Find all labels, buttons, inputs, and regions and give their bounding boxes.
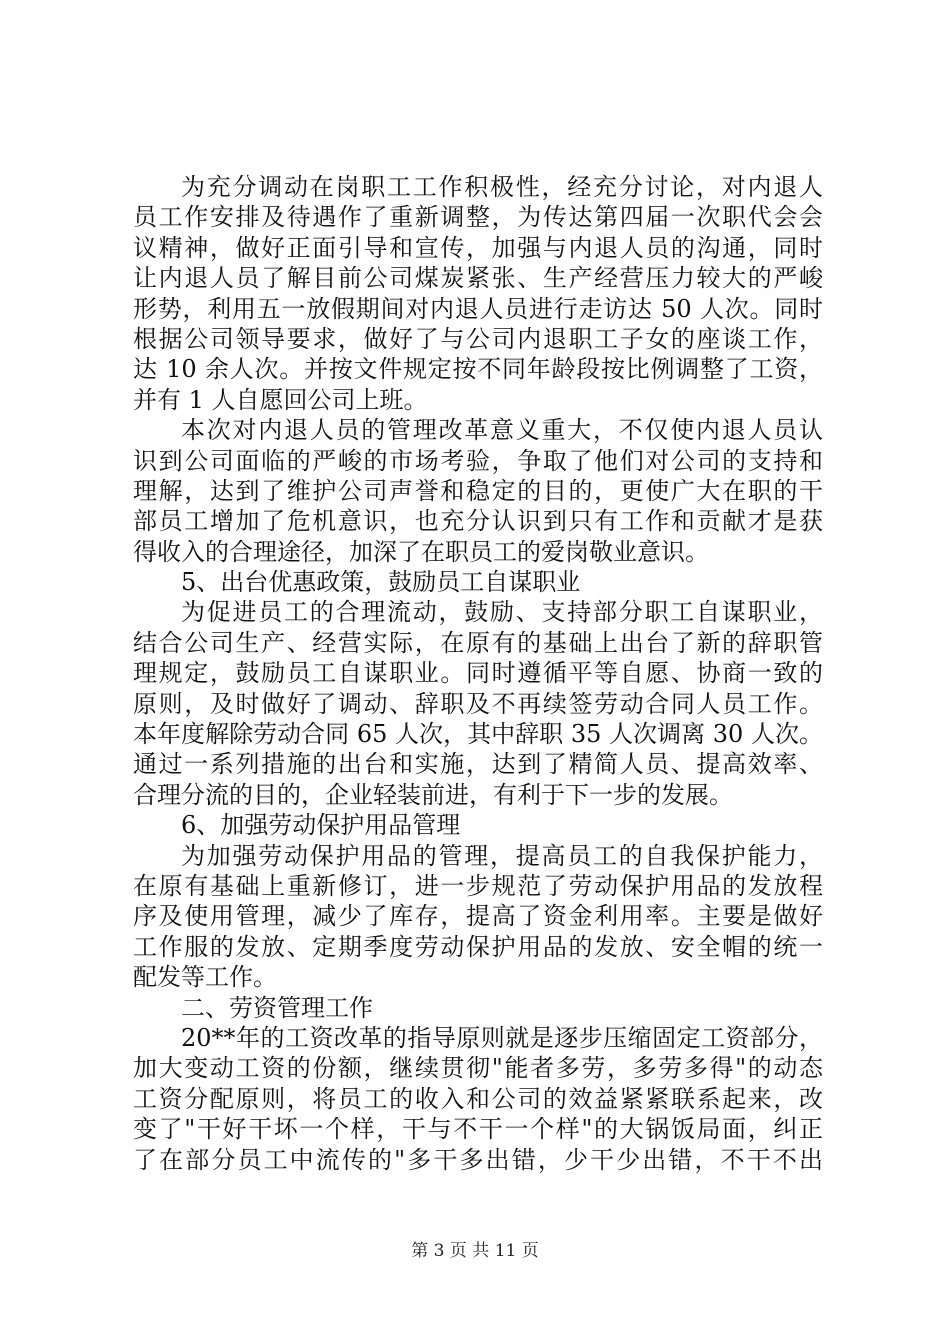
text-line: 达 10 余人次。并按文件规定按不同年龄段按比例调整了工资， bbox=[133, 355, 823, 384]
text-line: 议精神，做好正面引导和宣传，加强与内退人员的沟通，同时 bbox=[133, 233, 823, 262]
text-line: 20**年的工资改革的指导原则就是逐步压缩固定工资部分， bbox=[181, 1023, 823, 1052]
page-footer: 第 3 页 共 11 页 bbox=[411, 1241, 539, 1261]
text-line: 序及使用管理，减少了库存，提高了资金利用率。主要是做好 bbox=[133, 902, 823, 931]
text-line: 本年度解除劳动合同 65 人次，其中辞职 35 人次调离 30 人次。 bbox=[133, 720, 823, 749]
text-line: 得收入的合理途径，加深了在职员工的爱岗敬业意识。 bbox=[133, 537, 709, 566]
text-line: 理解，达到了维护公司声誉和稳定的目的，更使广大在职的干 bbox=[133, 476, 823, 505]
text-line: 让内退人员了解目前公司煤炭紧张、生产经营压力较大的严峻 bbox=[133, 264, 823, 293]
text-line: 原则，及时做好了调动、辞职及不再续签劳动合同人员工作。 bbox=[133, 689, 823, 718]
text-line: 识到公司面临的严峻的市场考验，争取了他们对公司的支持和 bbox=[133, 446, 823, 475]
text-line: 加大变动工资的份额，继续贯彻"能者多劳，多劳多得"的动态 bbox=[133, 1054, 823, 1083]
text-line: 形势，利用五一放假期间对内退人员进行走访达 50 人次。同时 bbox=[133, 294, 823, 323]
text-line: 工资分配原则，将员工的收入和公司的效益紧紧联系起来，改 bbox=[133, 1084, 823, 1113]
text-line: 二、劳资管理工作 bbox=[181, 993, 373, 1022]
text-line: 通过一系列措施的出台和实施，达到了精简人员、提高效率、 bbox=[133, 750, 823, 779]
text-line: 配发等工作。 bbox=[133, 963, 277, 992]
text-line: 6、加强劳动保护用品管理 bbox=[181, 811, 461, 840]
text-line: 结合公司生产、经营实际，在原有的基础上出台了新的辞职管 bbox=[133, 628, 823, 657]
text-line: 工作服的发放、定期季度劳动保护用品的发放、安全帽的统一 bbox=[133, 932, 823, 961]
text-line: 部员工增加了危机意识，也充分认识到只有工作和贡献才是获 bbox=[133, 507, 823, 536]
text-line: 合理分流的目的，企业轻装前进，有利于下一步的发展。 bbox=[133, 780, 733, 809]
text-line: 并有 1 人自愿回公司上班。 bbox=[133, 385, 428, 414]
document-body bbox=[133, 172, 823, 1175]
text-line: 变了"干好干坏一个样，干与不干一个样"的大锅饭局面，纠正 bbox=[133, 1115, 823, 1144]
text-line: 根据公司领导要求，做好了与公司内退职工子女的座谈工作， bbox=[133, 324, 823, 353]
text-line: 理规定，鼓励员工自谋职业。同时遵循平等自愿、协商一致的 bbox=[133, 659, 823, 688]
text-line: 在原有基础上重新修订，进一步规范了劳动保护用品的发放程 bbox=[133, 871, 823, 900]
text-line: 本次对内退人员的管理改革意义重大，不仅使内退人员认 bbox=[181, 416, 823, 445]
text-line: 为充分调动在岗职工工作积极性，经充分讨论，对内退人 bbox=[181, 173, 823, 201]
text-line: 为促进员工的合理流动，鼓励、支持部分职工自谋职业， bbox=[181, 598, 823, 627]
text-line: 5、出台优惠政策，鼓励员工自谋职业 bbox=[181, 568, 581, 597]
text-line: 员工作安排及待遇作了重新调整，为传达第四届一次职代会会 bbox=[133, 203, 823, 232]
text-line: 为加强劳动保护用品的管理，提高员工的自我保护能力， bbox=[181, 841, 823, 870]
text-line: 了在部分员工中流传的"多干多出错，少干少出错，不干不出 bbox=[133, 1145, 823, 1174]
